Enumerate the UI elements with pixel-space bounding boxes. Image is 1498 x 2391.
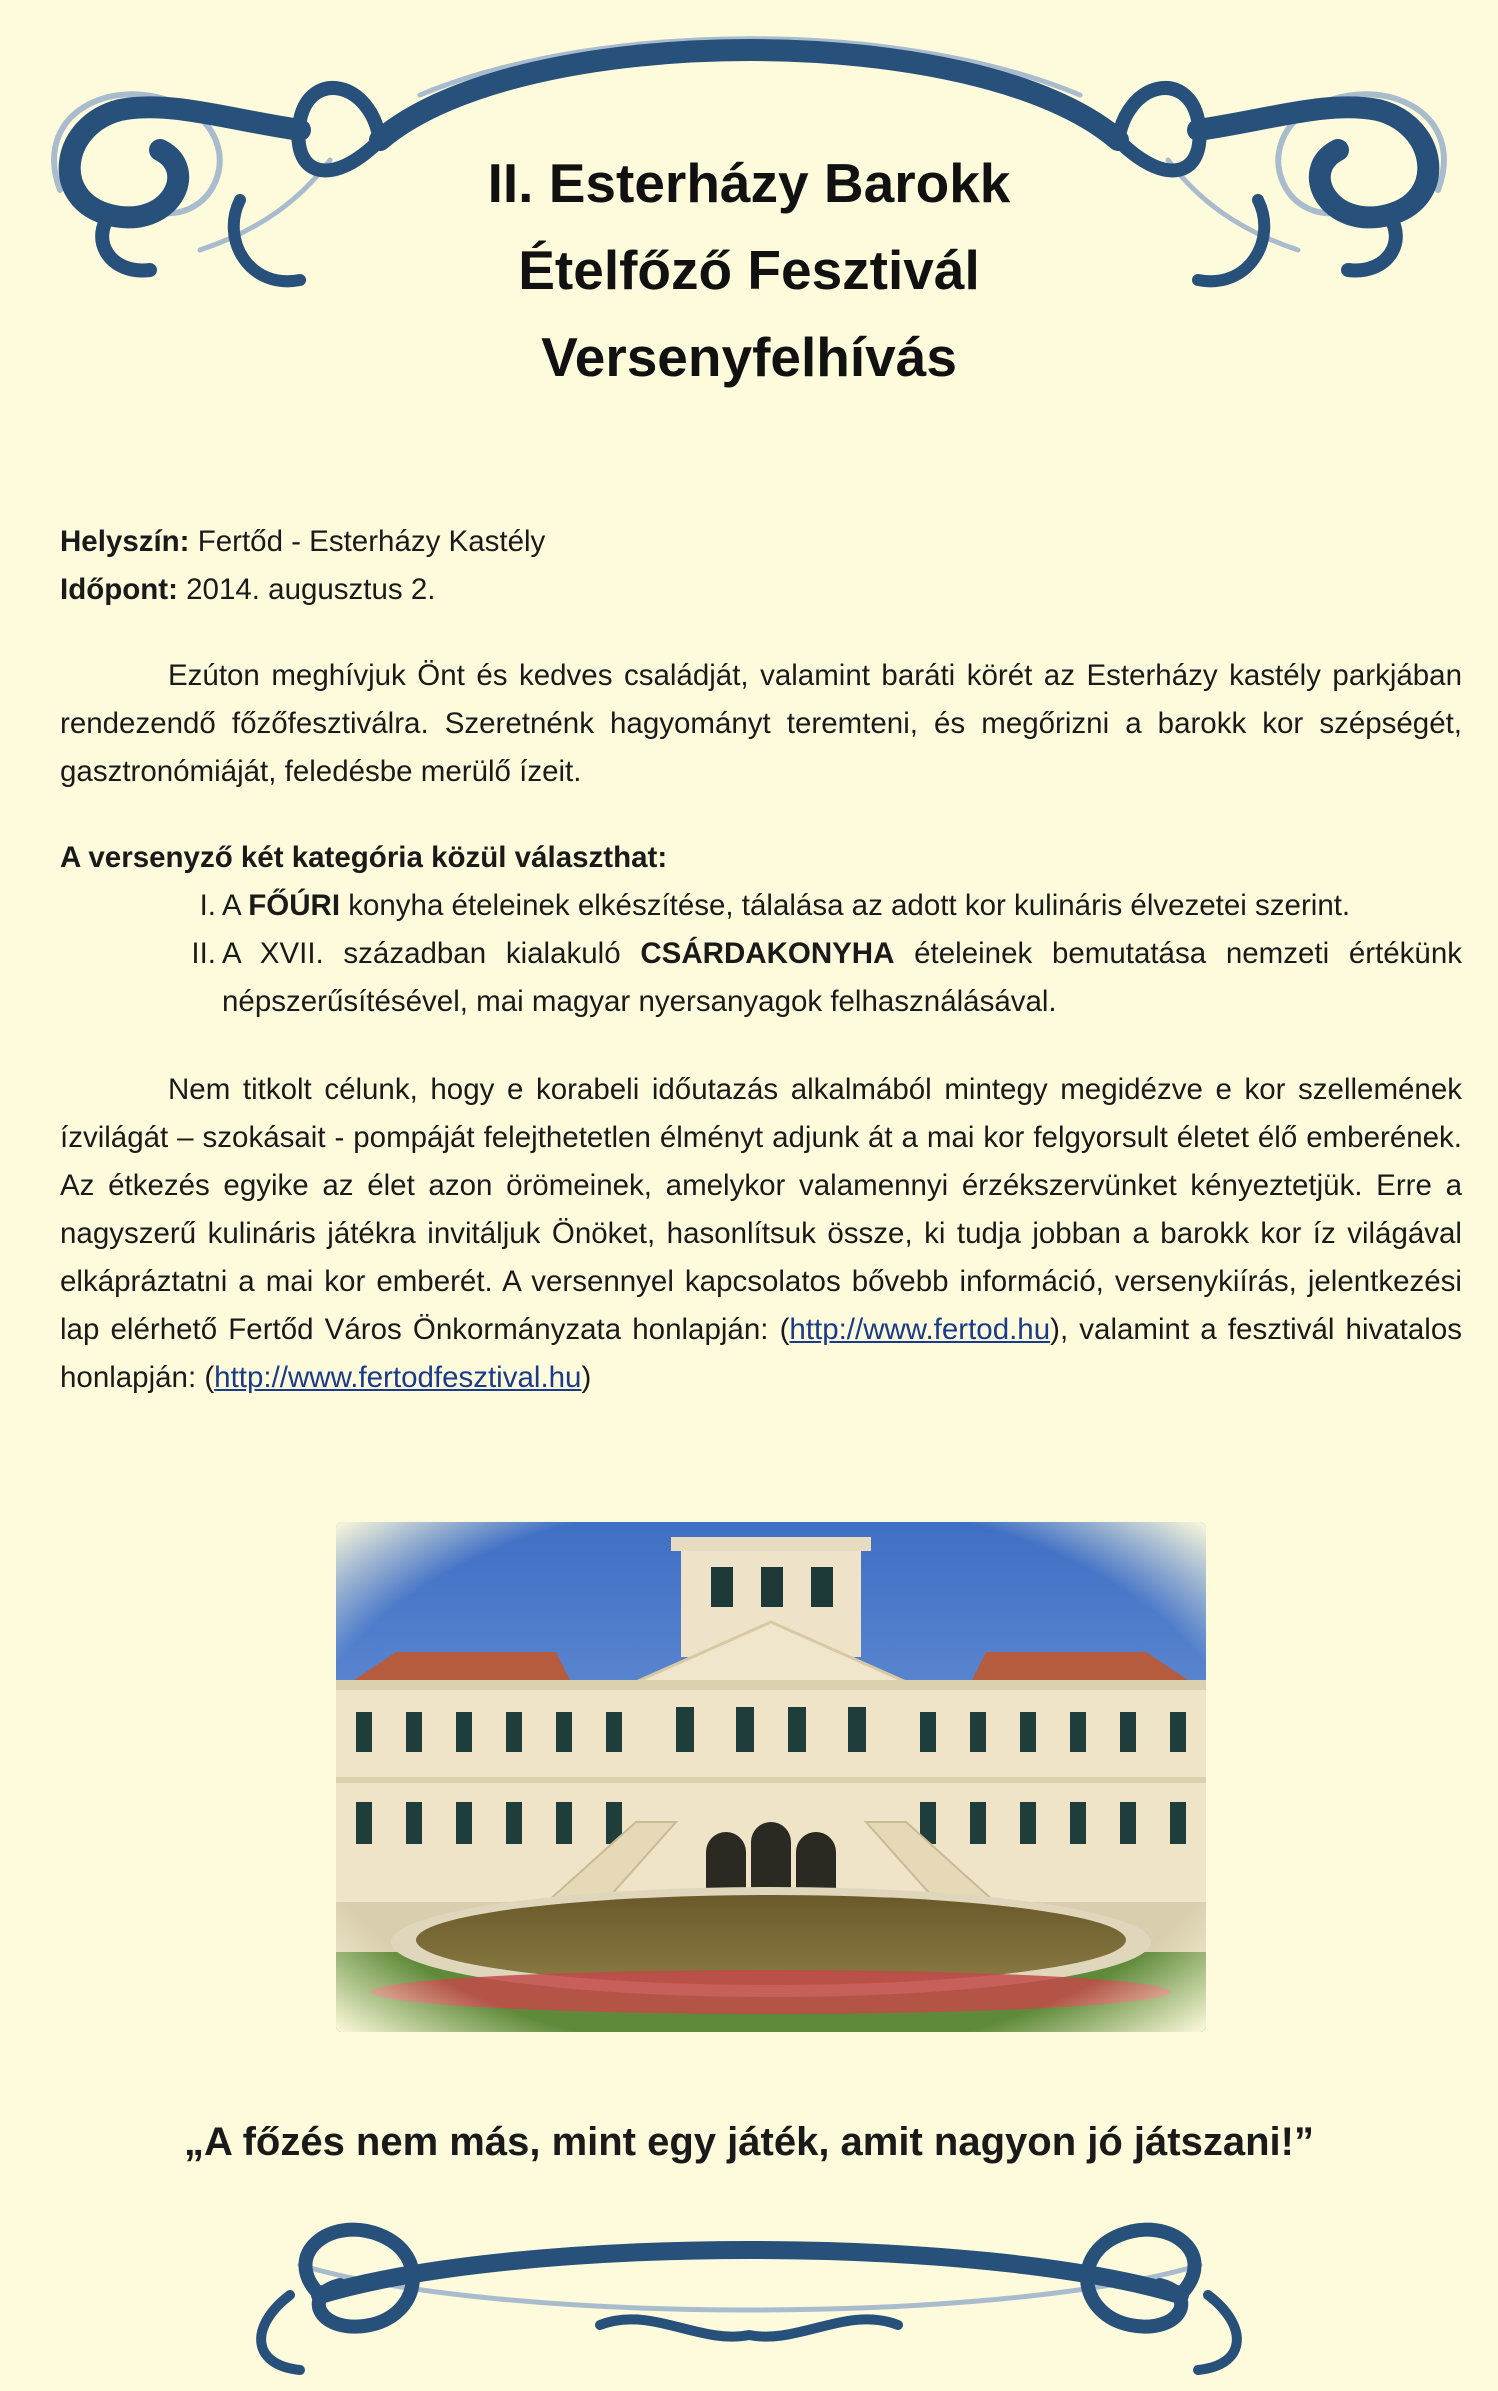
- palace-photo: [336, 1522, 1206, 2032]
- category-number: I.: [199, 889, 216, 922]
- bottom-ribbon-ornament: [0, 2195, 1498, 2391]
- location-value: Fertőd - Esterházy Kastély: [189, 525, 546, 558]
- title-line-2: Ételfőző Fesztivál: [518, 239, 980, 301]
- date-line: [60, 566, 1462, 614]
- body-text-3: ): [581, 1361, 592, 1394]
- body-paragraph: [60, 1066, 1462, 1402]
- categories-heading: A versenyző két kategória közül választhat:: [60, 841, 668, 874]
- category-number: II.: [191, 937, 216, 970]
- closing-quote: „A főzés nem más, mint egy játék, amit nagyon jó játszani!”: [184, 2120, 1314, 2164]
- category-name: CSÁRDAKONYHA: [640, 937, 895, 970]
- category-text-after: konyha ételeinek elkészítése, tálalása az adott kor kulináris élvezetei szerint.: [340, 889, 1351, 922]
- category-text-before: A XVII. században kialakuló: [222, 937, 641, 970]
- category-name: FŐÚRI: [248, 889, 341, 922]
- date-value: 2014. augusztus 2.: [177, 573, 436, 606]
- location-label: Helyszín:: [60, 525, 190, 558]
- title-line-1: II. Esterházy Barokk: [487, 152, 1011, 214]
- category-text-after: ételeinek bemutatása nemzeti értékünk népszerűsítésével, mai magyar nyersanyagok felhasználásával.: [222, 937, 1462, 1018]
- palace-illustration: [336, 1522, 1206, 2032]
- fertod-link[interactable]: http://www.fertod.hu: [789, 1313, 1051, 1346]
- intro-paragraph: Ezúton meghívjuk Önt és kedves családját, valamint baráti körét az Esterházy kastély parkjában rendezendő főzőfesztiválra. Szeretnénk hagyományt teremteni, és megőrizni a barokk kor szépségét, gasztronómiáját, feledésbe merülő ízeit.: [60, 659, 1462, 788]
- category-item: [186, 882, 1462, 930]
- main-content: [60, 518, 1462, 1402]
- categories-list: [186, 882, 1462, 1026]
- body-text-2: ), valamint a fesztivál hivatalos honlapján: (: [60, 1313, 1462, 1394]
- date-label: Időpont:: [60, 573, 178, 606]
- category-text-before: A: [222, 889, 249, 922]
- location-line: [60, 518, 1462, 566]
- festival-link[interactable]: http://www.fertodfesztival.hu: [214, 1361, 582, 1394]
- category-item: [186, 930, 1462, 1026]
- body-text-1: Nem titkolt célunk, hogy e korabeli időutazás alkalmából mintegy megidézve e kor szellemének ízvilágát – szokásait - pompáját felejthetetlen élményt adjunk át a mai kor felgyorsult életet élő emberének. Az étkezés egyike az élet azon örömeinek, amelykor valamennyi érzékszervünket kényeztetjük. Erre a nagyszerű kulináris játékra invitáljuk Önöket, hasonlítsuk össze, ki tudja jobban a barokk kor íz világával elkápráztatni a mai kor emberét. A versennyel kapcsolatos bővebb információ, versenykiírás, jelentkezési lap elérhető Fertőd Város Önkormányzata honlapján: (: [60, 1073, 1462, 1346]
- page-title: [0, 140, 1498, 401]
- title-line-3: Versenyfelhívás: [541, 326, 957, 388]
